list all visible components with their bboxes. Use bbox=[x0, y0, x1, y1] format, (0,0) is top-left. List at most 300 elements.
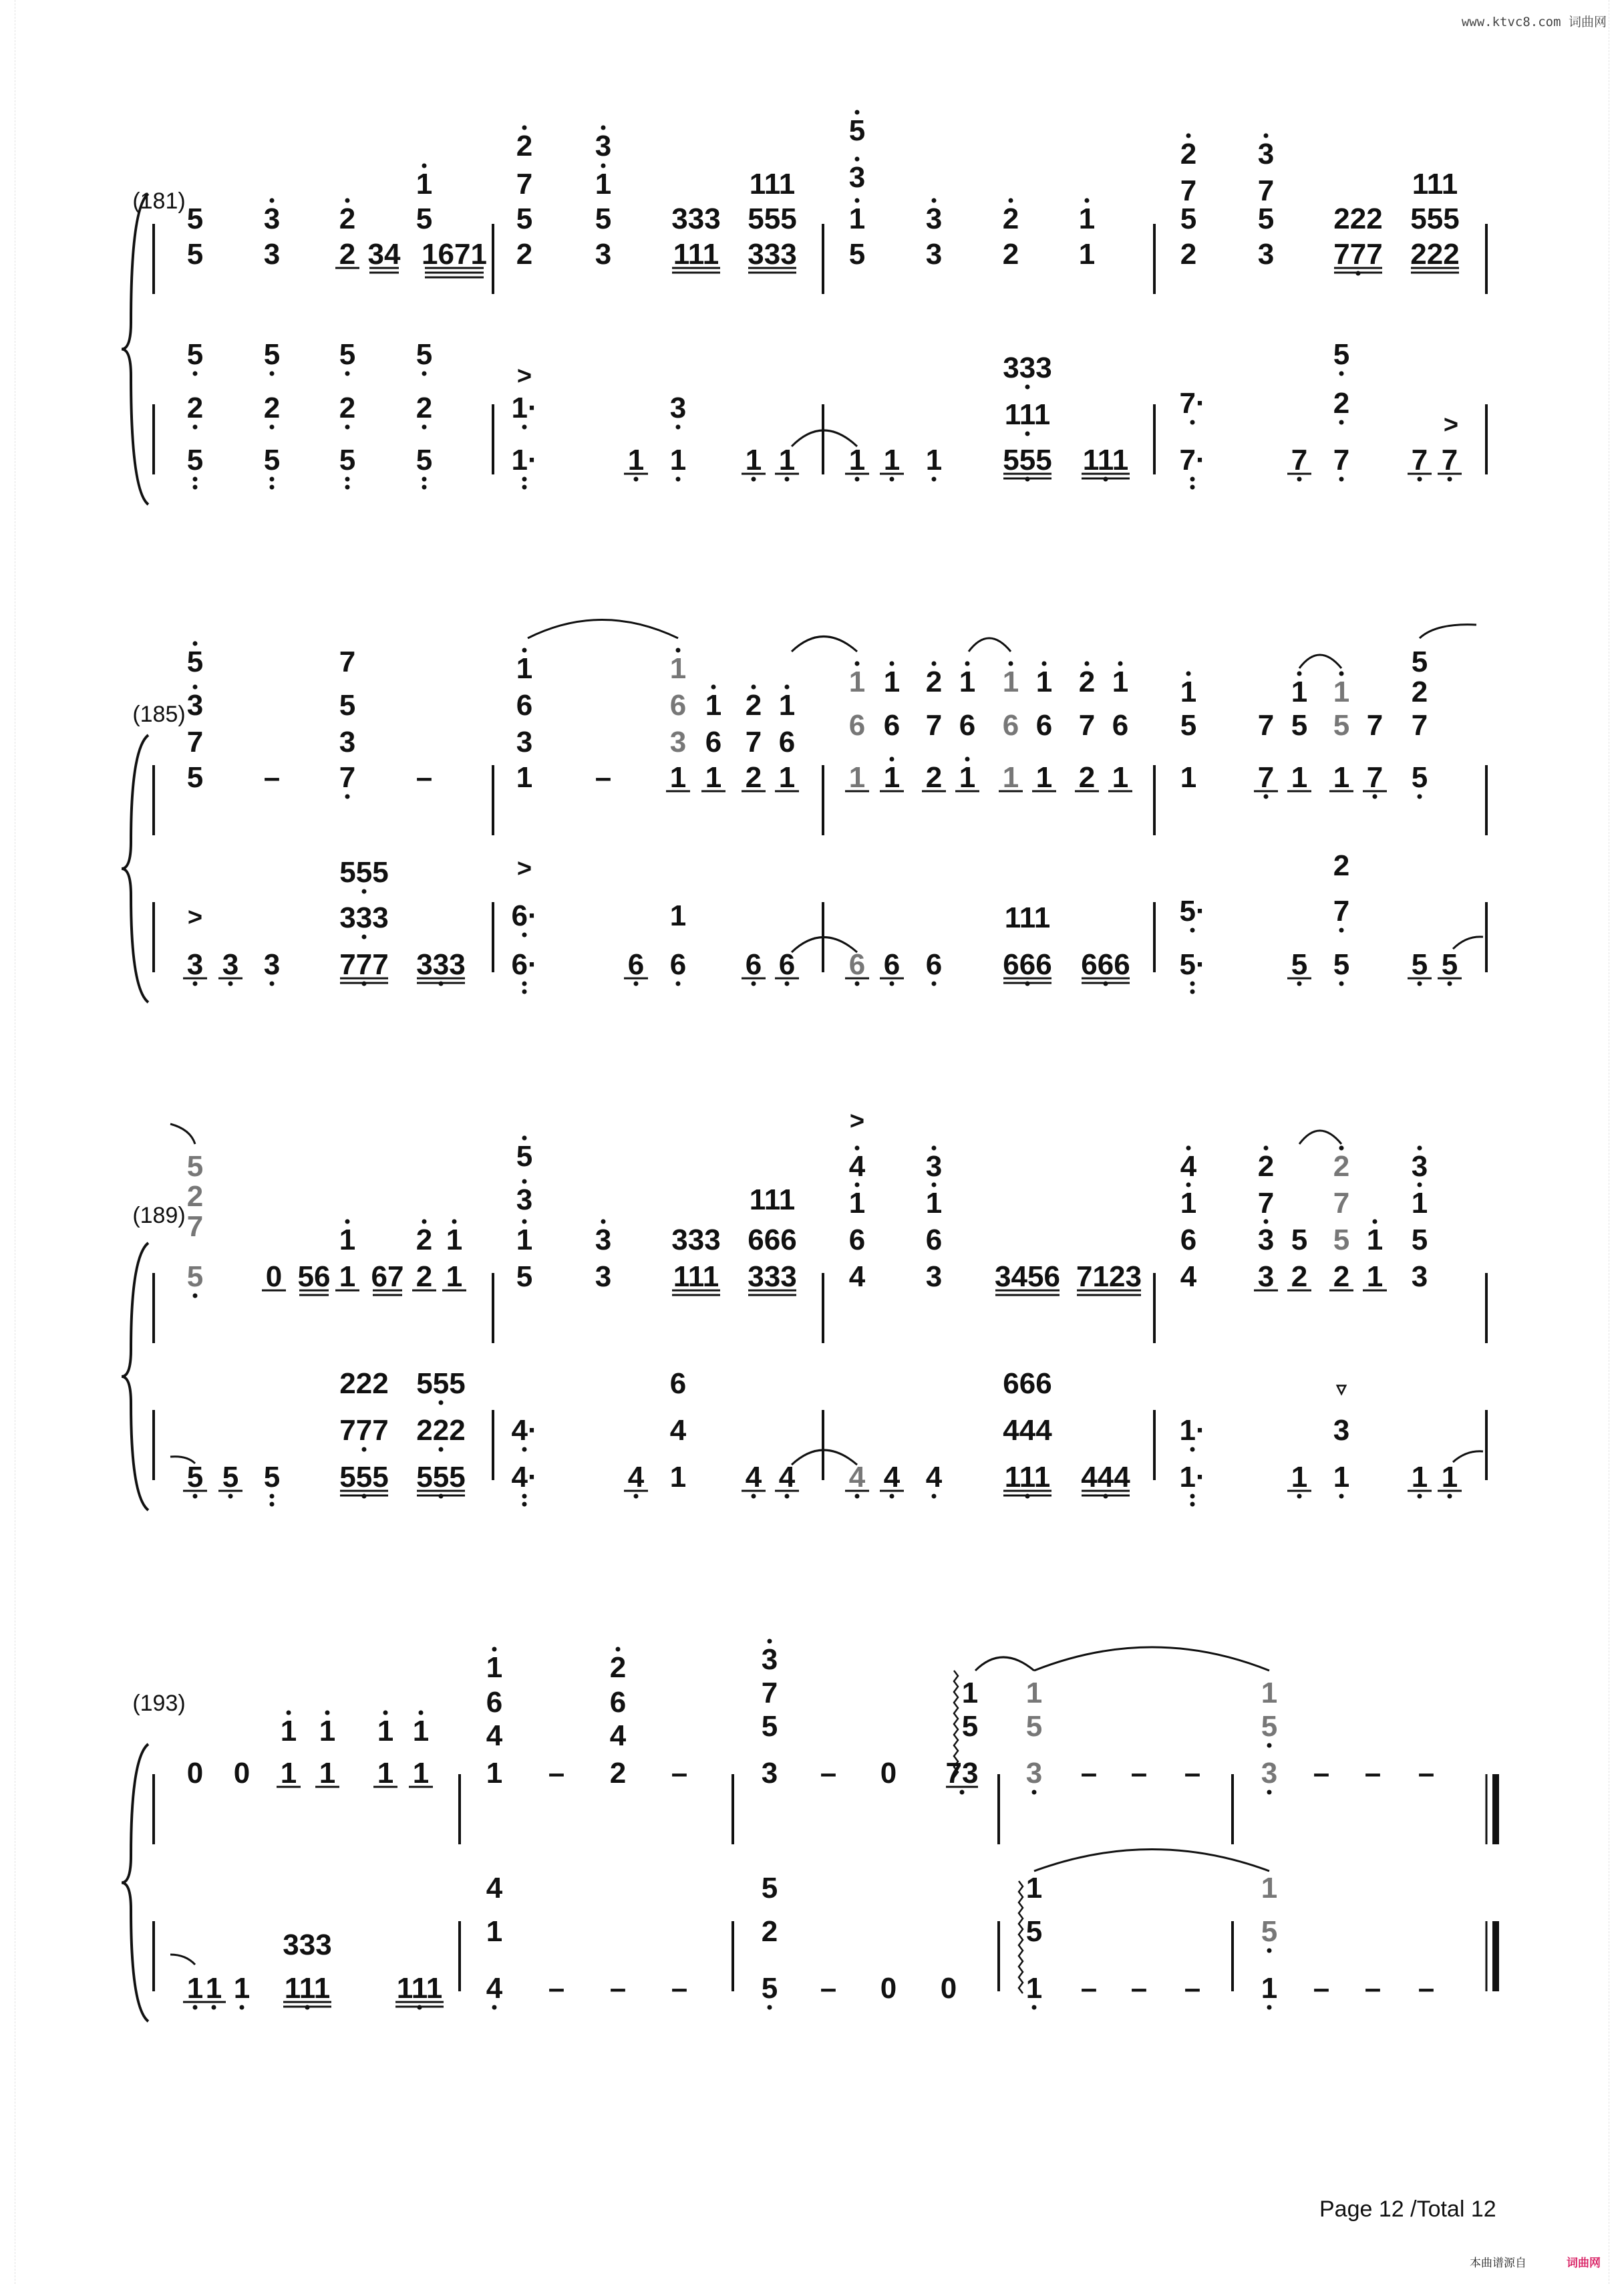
note-digit: 5 bbox=[516, 1140, 533, 1173]
note-digit: 5 bbox=[1291, 709, 1308, 742]
note bbox=[670, 648, 686, 686]
note bbox=[670, 1367, 686, 1400]
note bbox=[339, 392, 355, 430]
note-digit: 4 bbox=[1180, 1260, 1197, 1293]
note bbox=[1180, 1224, 1196, 1256]
note-digit: 111 bbox=[673, 238, 719, 271]
note bbox=[595, 164, 611, 201]
note-digit: 1 bbox=[205, 1972, 222, 2005]
octave-dot-high bbox=[855, 1146, 860, 1151]
note bbox=[1261, 1915, 1277, 1953]
note-digit: 5· bbox=[1179, 948, 1206, 981]
note bbox=[1408, 444, 1432, 482]
note-digit: 5 bbox=[1333, 948, 1350, 981]
octave-dot-low bbox=[634, 1494, 639, 1499]
note-digit: 5 bbox=[848, 238, 866, 271]
note bbox=[1291, 1224, 1307, 1256]
note bbox=[416, 1220, 432, 1257]
note bbox=[511, 948, 537, 994]
note bbox=[1329, 1260, 1353, 1293]
note bbox=[264, 338, 280, 376]
octave-dot-high bbox=[711, 685, 716, 690]
octave-dot-low bbox=[240, 2005, 245, 2010]
note bbox=[1184, 1757, 1200, 1790]
note-digit: 3 bbox=[263, 948, 281, 981]
note bbox=[1287, 1260, 1311, 1293]
tie-arc bbox=[975, 1657, 1034, 1671]
note-digit: 1 bbox=[377, 1715, 394, 1747]
note-digit: 5· bbox=[1179, 895, 1206, 927]
note bbox=[595, 238, 611, 271]
note-digit: 2 bbox=[1333, 1150, 1350, 1183]
note bbox=[377, 1711, 393, 1748]
note bbox=[446, 1220, 462, 1257]
note-digit: 5 bbox=[961, 1710, 979, 1743]
note-digit: 5 bbox=[263, 444, 281, 476]
note-digit: 111 bbox=[749, 168, 796, 200]
note bbox=[1261, 1710, 1277, 1748]
note-digit: 555 bbox=[748, 202, 797, 235]
site-watermark[interactable]: www.ktvc8.com 词曲网 bbox=[1461, 15, 1607, 29]
note-digit: 4 bbox=[925, 1461, 943, 1493]
accent-mark: > bbox=[849, 1107, 865, 1135]
note-digit: 4 bbox=[669, 1414, 687, 1447]
note bbox=[264, 198, 280, 236]
note-digit: 3 bbox=[595, 238, 612, 271]
note bbox=[1258, 1220, 1274, 1257]
octave-dot-low bbox=[193, 425, 198, 430]
note-digit: 6 bbox=[848, 948, 866, 981]
note bbox=[762, 1972, 778, 2010]
note-digit: 6 bbox=[959, 709, 976, 742]
note-digit: 1 bbox=[1261, 1872, 1278, 1904]
note-digit: 2 bbox=[609, 1757, 627, 1790]
note-digit: 5 bbox=[1291, 948, 1308, 981]
note-digit: 1 bbox=[1333, 676, 1350, 708]
note bbox=[548, 1972, 564, 2005]
note-digit: 34 bbox=[367, 238, 401, 271]
note bbox=[339, 1367, 388, 1400]
note bbox=[1412, 676, 1428, 708]
octave-dot-low bbox=[270, 372, 275, 376]
note bbox=[701, 761, 725, 794]
note bbox=[1261, 1972, 1277, 2010]
octave-dot-high bbox=[855, 198, 860, 203]
octave-dot-low bbox=[228, 982, 233, 986]
note bbox=[746, 726, 762, 758]
note-digit: 1 bbox=[669, 444, 687, 476]
note bbox=[884, 709, 900, 742]
note bbox=[339, 1414, 388, 1452]
note-digit: – bbox=[1080, 1757, 1098, 1790]
note-digit: 1 bbox=[1333, 1461, 1350, 1493]
note-digit: 2 bbox=[745, 761, 762, 794]
octave-dot-low bbox=[1448, 1494, 1452, 1499]
note-digit: 333 bbox=[671, 202, 721, 235]
note-digit: 0 bbox=[880, 1972, 897, 2005]
note-digit: 5 bbox=[263, 1461, 281, 1493]
note-digit: 5 bbox=[848, 114, 866, 147]
octave-dot-high bbox=[287, 1711, 291, 1715]
note-digit: 1 bbox=[848, 666, 866, 698]
note bbox=[1079, 709, 1095, 742]
octave-dot-high bbox=[932, 198, 937, 203]
note bbox=[884, 662, 900, 699]
note-digit: 555 bbox=[339, 1461, 389, 1493]
note-digit: 0 bbox=[186, 1757, 204, 1790]
note-digit: 7· bbox=[1179, 387, 1206, 420]
tie-arc bbox=[792, 637, 857, 652]
note-digit: 4 bbox=[848, 1260, 866, 1293]
note bbox=[516, 126, 532, 163]
octave-dot-low bbox=[1418, 477, 1422, 482]
octave-dot-high bbox=[1418, 1146, 1422, 1151]
note bbox=[1026, 1757, 1042, 1795]
note-digit: 666 bbox=[1003, 1367, 1052, 1400]
note bbox=[486, 1647, 502, 1685]
octave-dot-high bbox=[752, 685, 756, 690]
note bbox=[416, 202, 432, 235]
note bbox=[442, 1260, 466, 1293]
note-digit: 1 bbox=[319, 1757, 336, 1790]
note bbox=[264, 392, 280, 430]
note-digit: 444 bbox=[1003, 1414, 1052, 1447]
note bbox=[187, 726, 203, 758]
note-digit: 4 bbox=[609, 1719, 627, 1752]
octave-dot-low bbox=[1339, 928, 1344, 933]
note bbox=[277, 1757, 301, 1790]
note-digit: 4 bbox=[486, 1872, 503, 1904]
note-digit: 555 bbox=[1003, 444, 1052, 476]
note-digit: 2 bbox=[925, 666, 943, 698]
note-digit: 5 bbox=[1333, 709, 1350, 742]
grace-mark: ▿ bbox=[1336, 1378, 1347, 1400]
note bbox=[1329, 761, 1353, 794]
octave-dot-low bbox=[422, 477, 427, 482]
note bbox=[373, 1757, 397, 1790]
note-digit: 1 bbox=[1002, 666, 1019, 698]
note-digit: 1 bbox=[1291, 1461, 1308, 1493]
note-digit: 1 bbox=[778, 689, 796, 722]
octave-dot-low bbox=[932, 477, 937, 482]
note bbox=[926, 1461, 943, 1499]
note-digit: 6 bbox=[705, 726, 722, 758]
note bbox=[1333, 1414, 1349, 1447]
note bbox=[926, 198, 942, 236]
system-2 bbox=[122, 735, 1486, 1002]
arpeggio-mark bbox=[1019, 1881, 1023, 1993]
octave-dot-low bbox=[676, 425, 681, 430]
octave-dot-low bbox=[439, 1447, 444, 1452]
note-digit: 1 bbox=[1261, 1677, 1278, 1709]
octave-dot-low bbox=[522, 1502, 527, 1507]
octave-dot-low bbox=[522, 477, 527, 482]
octave-dot-high bbox=[325, 1711, 330, 1715]
octave-dot-low bbox=[960, 1790, 965, 1795]
note bbox=[183, 1972, 207, 2010]
note-digit: 7 bbox=[1411, 709, 1428, 742]
note bbox=[1131, 1972, 1147, 2005]
note bbox=[748, 238, 796, 273]
octave-dot-low bbox=[768, 2005, 772, 2010]
note-digit: 5 bbox=[339, 444, 356, 476]
octave-dot-low bbox=[193, 477, 198, 482]
note-digit: 6 bbox=[1035, 709, 1053, 742]
note bbox=[339, 948, 388, 986]
note-digit: 222 bbox=[1333, 202, 1383, 235]
note-digit: 555 bbox=[339, 856, 389, 889]
note bbox=[187, 338, 203, 376]
note bbox=[1313, 1757, 1329, 1790]
note bbox=[339, 761, 355, 799]
note-digit: 5 bbox=[1257, 202, 1275, 235]
note bbox=[1367, 709, 1383, 742]
note bbox=[955, 757, 979, 795]
note bbox=[516, 1179, 532, 1217]
note bbox=[962, 1677, 978, 1709]
note-digit: 5 bbox=[595, 202, 612, 235]
note bbox=[1333, 948, 1349, 986]
note-digit: 0 bbox=[880, 1757, 897, 1790]
note-digit: 2 bbox=[761, 1915, 778, 1948]
note bbox=[187, 202, 203, 235]
note-digit: 1 bbox=[1411, 1461, 1428, 1493]
note-digit: 1 bbox=[1035, 761, 1053, 794]
note-digit: – bbox=[820, 1972, 837, 2005]
note bbox=[1003, 662, 1019, 699]
note-digit: 1 bbox=[883, 761, 901, 794]
note bbox=[595, 202, 611, 235]
note-digit: 111 bbox=[1412, 168, 1458, 200]
note-digit: 1 bbox=[705, 689, 722, 722]
note bbox=[880, 757, 904, 795]
octave-dot-high bbox=[1264, 1146, 1269, 1151]
note bbox=[624, 1461, 648, 1499]
note-digit: 67 bbox=[371, 1260, 404, 1293]
note-digit: 2 bbox=[1333, 387, 1350, 420]
note bbox=[1333, 672, 1349, 709]
note-digit: 5 bbox=[1411, 646, 1428, 678]
note bbox=[849, 157, 865, 194]
note-digit: 7 bbox=[1333, 895, 1350, 927]
octave-dot-high bbox=[1186, 1146, 1191, 1151]
note bbox=[670, 1414, 687, 1447]
note-digit: 1 bbox=[1291, 761, 1308, 794]
note-digit: 1 bbox=[446, 1260, 463, 1293]
octave-dot-high bbox=[855, 662, 860, 666]
note bbox=[705, 726, 721, 758]
note bbox=[1287, 444, 1311, 482]
octave-dot-high bbox=[601, 126, 606, 130]
note-digit: 3 bbox=[1411, 1150, 1428, 1183]
note bbox=[187, 1180, 203, 1213]
note bbox=[775, 444, 799, 482]
note bbox=[959, 709, 975, 742]
note-digit: 2 bbox=[339, 392, 356, 424]
note-digit: 666 bbox=[1003, 948, 1052, 981]
note-digit: 2 bbox=[1002, 202, 1019, 235]
note-digit: 6 bbox=[486, 1686, 503, 1719]
note-digit: 2 bbox=[516, 130, 533, 162]
octave-dot-low bbox=[439, 1401, 444, 1405]
note bbox=[1032, 761, 1056, 794]
octave-dot-low bbox=[193, 1494, 198, 1499]
note-digit: 5 bbox=[186, 1260, 204, 1293]
tie-arc bbox=[1299, 1131, 1341, 1144]
note bbox=[1003, 1367, 1051, 1400]
note-digit: 7 bbox=[1333, 444, 1350, 476]
note bbox=[1418, 1757, 1434, 1790]
note bbox=[1418, 1972, 1434, 2005]
tie-arc bbox=[1034, 1647, 1269, 1671]
note-digit: – bbox=[548, 1757, 565, 1790]
note bbox=[748, 202, 796, 235]
note bbox=[234, 1757, 250, 1790]
note-digit: 7 bbox=[1333, 1187, 1350, 1220]
note bbox=[283, 1929, 331, 1961]
note bbox=[849, 1260, 866, 1293]
octave-dot-high bbox=[1264, 1220, 1269, 1224]
note-digit: 1 bbox=[1112, 761, 1129, 794]
note bbox=[1179, 1414, 1205, 1452]
note bbox=[1412, 646, 1428, 678]
note bbox=[516, 1220, 532, 1257]
note-digit: 6 bbox=[609, 1686, 627, 1719]
octave-dot-low bbox=[1190, 477, 1195, 482]
note bbox=[849, 110, 865, 148]
note bbox=[1180, 709, 1196, 742]
note bbox=[670, 444, 686, 482]
note-digit: 2 bbox=[263, 392, 281, 424]
measure-number: (193) bbox=[132, 1691, 186, 1716]
note-digit: 6 bbox=[669, 689, 687, 722]
note-digit: 3 bbox=[925, 238, 943, 271]
note-digit: 1 bbox=[883, 666, 901, 698]
note-digit: – bbox=[1184, 1757, 1201, 1790]
note-digit: 3 bbox=[925, 1150, 943, 1183]
note bbox=[1081, 1972, 1097, 2005]
note bbox=[742, 948, 766, 986]
grand-staff-brace bbox=[122, 735, 148, 1002]
note-digit: – bbox=[1313, 1972, 1330, 2005]
note bbox=[1003, 1461, 1051, 1499]
note bbox=[926, 948, 942, 986]
note bbox=[1333, 895, 1349, 933]
note-digit: 666 bbox=[748, 1224, 797, 1256]
note bbox=[511, 392, 537, 430]
note-digit: 3 bbox=[1257, 138, 1275, 170]
note-digit: 3 bbox=[186, 689, 204, 722]
note-digit: 6 bbox=[1180, 1224, 1197, 1256]
octave-dot-low bbox=[270, 425, 275, 430]
note bbox=[775, 761, 799, 794]
octave-dot-low bbox=[1339, 420, 1344, 425]
octave-dot-low bbox=[1190, 1447, 1195, 1452]
note-digit: 1 bbox=[412, 1715, 430, 1747]
note-digit: 6 bbox=[778, 726, 796, 758]
note bbox=[1026, 1677, 1042, 1709]
note bbox=[1082, 444, 1130, 482]
note bbox=[672, 1260, 720, 1295]
octave-dot-low bbox=[1267, 1743, 1272, 1748]
octave-dot-low bbox=[855, 477, 860, 482]
note bbox=[1112, 709, 1128, 742]
octave-dot-high bbox=[601, 164, 606, 168]
note-digit: 222 bbox=[416, 1414, 466, 1447]
note bbox=[511, 1414, 537, 1452]
octave-dot-high bbox=[1418, 1183, 1422, 1187]
note bbox=[748, 1260, 796, 1295]
note-digit: 2 bbox=[1002, 238, 1019, 271]
octave-dot-low bbox=[212, 2005, 216, 2010]
note-digit: 1 bbox=[1441, 1461, 1458, 1493]
note-digit: 555 bbox=[1410, 202, 1460, 235]
note-digit: – bbox=[1130, 1972, 1148, 2005]
note-digit: 555 bbox=[416, 1367, 466, 1400]
note-digit: 5 bbox=[761, 1710, 778, 1743]
note-digit: – bbox=[1130, 1757, 1148, 1790]
octave-dot-low bbox=[676, 477, 681, 482]
note-digit: 6 bbox=[1002, 709, 1019, 742]
note bbox=[413, 1711, 429, 1748]
note bbox=[516, 761, 532, 794]
octave-dot-low bbox=[1190, 982, 1195, 986]
note bbox=[339, 646, 355, 678]
note-digit: 6 bbox=[883, 948, 901, 981]
note bbox=[264, 444, 280, 490]
note bbox=[516, 202, 532, 235]
note-digit: 2 bbox=[609, 1651, 627, 1684]
note-digit: 3 bbox=[669, 392, 687, 424]
note-digit: 111 bbox=[1004, 1461, 1051, 1493]
note bbox=[775, 948, 799, 986]
note-digit: 5 bbox=[761, 1972, 778, 2005]
octave-dot-low bbox=[890, 1494, 895, 1499]
note-digit: 4 bbox=[848, 1461, 866, 1493]
octave-dot-low bbox=[522, 982, 527, 986]
note bbox=[1112, 662, 1128, 699]
note bbox=[516, 689, 532, 722]
note bbox=[775, 1461, 799, 1499]
note-digit: 1 bbox=[925, 444, 943, 476]
tie-arc bbox=[1034, 1850, 1269, 1872]
note bbox=[395, 1972, 444, 2010]
note-digit: 1671 bbox=[422, 238, 487, 271]
note bbox=[218, 1461, 242, 1499]
note-digit: 7 bbox=[1257, 709, 1275, 742]
note-digit: 5 bbox=[416, 202, 433, 235]
octave-dot-low bbox=[345, 485, 350, 490]
note-digit: 3 bbox=[1261, 1757, 1278, 1790]
note-digit: 3 bbox=[925, 1260, 943, 1293]
octave-dot-low bbox=[1025, 385, 1030, 390]
note-digit: 1 bbox=[1078, 238, 1096, 271]
note-digit: 333 bbox=[416, 948, 466, 981]
note-digit: – bbox=[609, 1972, 627, 2005]
note-digit: 1 bbox=[1291, 676, 1308, 708]
octave-dot-low bbox=[855, 1494, 860, 1499]
tie-arc bbox=[1453, 937, 1483, 949]
note-digit: 1 bbox=[1035, 666, 1053, 698]
octave-dot-low bbox=[270, 982, 275, 986]
note-digit: 2 bbox=[416, 392, 433, 424]
note bbox=[1365, 1972, 1381, 2005]
octave-dot-high bbox=[855, 157, 860, 162]
note bbox=[1333, 1461, 1349, 1499]
tie-arc bbox=[528, 620, 678, 639]
note bbox=[595, 126, 611, 163]
note bbox=[845, 761, 869, 794]
